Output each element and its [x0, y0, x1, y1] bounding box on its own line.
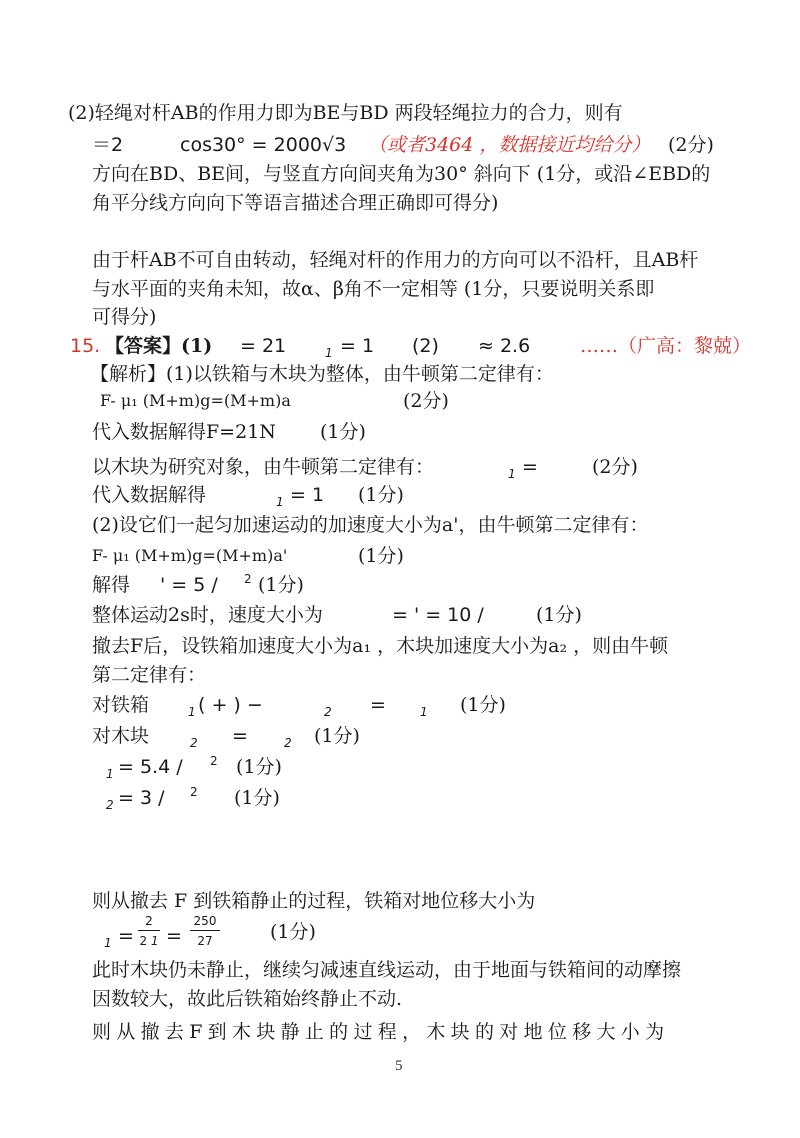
text-line: 以木块为研究对象，由牛顿第二定律有： [92, 456, 435, 478]
question-number: 15. [70, 335, 101, 357]
text-line: 第二定律有： [92, 664, 207, 686]
text-line: 此时木块仍未静止，继续匀减速直线运动，由于地面与铁箱间的动摩擦 [92, 959, 682, 981]
formula-superscript: 2 [190, 785, 198, 799]
fraction-denominator: 2 1 [139, 934, 159, 948]
text-line: (2)轻绳对杆AB的作用力即为BE与BD 两段轻绳拉力的合力，则有 [68, 102, 623, 124]
answer-value: = 1 [340, 335, 375, 357]
text-line: 对木块 [92, 725, 150, 747]
formula-subscript: 2 [106, 798, 114, 812]
text-line: 可得分) [92, 306, 157, 328]
formula-part: ( + ) − [198, 694, 263, 716]
text-line: 对铁箱 [92, 694, 150, 716]
formula-superscript: 2 [244, 572, 252, 586]
text-line: 则从撤去 F 到铁箱静止的过程，铁箱对地位移大小为 [92, 890, 536, 912]
score-note: (1分) [536, 604, 582, 626]
formula-part: ＝2 [92, 134, 124, 156]
formula-part: = [370, 694, 386, 716]
text-line: (2)设它们一起匀加速运动的加速度大小为a'，由牛顿第二定律有： [92, 514, 649, 536]
fraction-bar [138, 930, 160, 931]
formula-part: cos30° = 2000√3 [180, 134, 347, 156]
author-note: ……（广高：黎兢） [580, 335, 752, 357]
answer-label: 【答案】(1) [105, 335, 213, 357]
formula-part: = [522, 456, 538, 478]
fraction-numerator: 2 [145, 914, 153, 928]
formula-part: = 3 / [118, 787, 165, 809]
answer-value: = 21 [240, 335, 287, 357]
score-note: (2分) [668, 134, 714, 156]
score-note: (1分) [358, 545, 404, 567]
answer-subscript: 1 [325, 346, 333, 360]
formula-part: = 1 [290, 484, 325, 506]
formula-subscript: 2 [190, 736, 198, 750]
formula-part: = ' = 10 / [392, 604, 484, 626]
score-note: (1分) [314, 725, 360, 747]
score-note: (1分) [320, 421, 366, 443]
score-note: (1分) [236, 756, 282, 778]
answer-part: (2) [412, 335, 439, 357]
formula-subscript: 1 [188, 705, 196, 719]
formula-subscript: 1 [508, 467, 516, 481]
text-line: 方向在BD、BE间，与竖直方向间夹角为30° 斜向下 (1分，或沿∠EBD的 [92, 163, 711, 185]
text-line: 代入数据解得F=21N [92, 421, 276, 443]
analysis-heading: 【解析】(1)以铁箱与木块为整体，由牛顿第二定律有： [90, 363, 554, 385]
text-line: 则从撤去F到木块静止的过程，木块的对地位移大小为 [92, 1021, 670, 1043]
score-note: (1分) [460, 694, 506, 716]
red-note: （或者3464 ，数据接近均给分） [368, 134, 651, 156]
equation: F- μ₁ (M+m)g=(M+m)a [100, 391, 291, 410]
text-line: 与水平面的夹角未知，故α、β角不一定相等 (1分，只要说明关系即 [92, 278, 655, 300]
formula-subscript: 1 [276, 495, 284, 509]
text-line: 代入数据解得 [92, 484, 207, 506]
score-note: (1分) [258, 574, 304, 596]
formula-part: = [232, 725, 248, 747]
score-note: (1分) [270, 921, 316, 943]
formula-subscript: 1 [104, 936, 112, 950]
page-number: 5 [395, 1058, 403, 1074]
fraction-numerator: 250 [193, 914, 217, 928]
fraction-denominator: 27 [197, 934, 213, 948]
formula-part: ' = 5 / [160, 574, 218, 596]
answer-value: ≈ 2.6 [478, 335, 531, 357]
score-note: (2分) [403, 390, 449, 412]
formula-part: = 5.4 / [118, 756, 183, 778]
formula-subscript: 1 [106, 767, 114, 781]
text-line: 由于杆AB不可自由转动，轻绳对杆的作用力的方向可以不沿杆，且AB杆 [92, 249, 699, 271]
formula-part: = [166, 925, 182, 947]
formula-subscript: 1 [420, 705, 428, 719]
text-line: 解得 [92, 574, 131, 596]
formula-subscript: 2 [284, 736, 292, 750]
score-note: (1分) [234, 787, 280, 809]
text-line: 因数较大，故此后铁箱始终静止不动. [92, 988, 403, 1010]
score-note: (1分) [358, 484, 404, 506]
equation: F- μ₁ (M+m)g=(M+m)a' [92, 546, 288, 565]
text-line: 撤去F后，设铁箱加速度大小为a₁ ，木块加速度大小为a₂ ，则由牛顿 [92, 635, 669, 657]
score-note: (2分) [592, 456, 638, 478]
text-line: 整体运动2s时，速度大小为 [92, 604, 323, 626]
text-line: 角平分线方向向下等语言描述合理正确即可得分) [92, 192, 499, 214]
fraction-bar [190, 930, 220, 931]
formula-part: = [118, 925, 134, 947]
formula-subscript: 2 [324, 705, 332, 719]
formula-superscript: 2 [210, 754, 218, 768]
